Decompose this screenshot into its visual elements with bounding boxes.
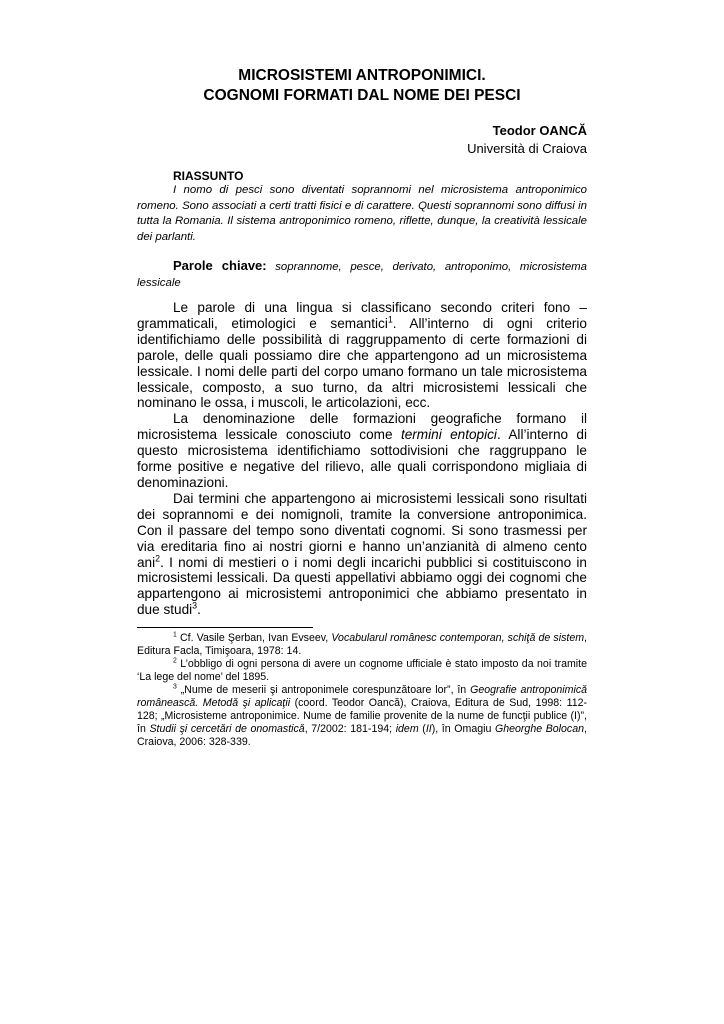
footnote-text: , 7/2002: 181-194; — [304, 723, 396, 735]
paragraph-text: . — [197, 602, 201, 618]
article-title — [137, 66, 587, 106]
footnote-number: 3 — [173, 683, 177, 691]
body-paragraph-3 — [137, 491, 587, 618]
author-block — [467, 122, 587, 158]
footnote-book-title: Vocabularul românesc contemporan, schiţă de sistem — [331, 632, 585, 644]
footnote-ref-2[interactable]: 2 — [155, 552, 161, 563]
paragraph-text: Le parole di una lingua si classificano secondo criteri fono – grammaticali, etimologici e semantici — [137, 300, 587, 331]
footnote-text: (coord. Teodor Oancă), Craiova, Editura de Sud, 1998: 112-128; „Microsisteme antroponimice. Nume de familie provenite de la nume de funcţii publice (I)”, în — [137, 697, 587, 735]
keywords-label: Parole chiave: — [173, 258, 267, 273]
abstract-heading: RIASSUNTO — [173, 169, 244, 183]
footnote-number: 2 — [173, 657, 177, 665]
keywords-section — [137, 258, 587, 291]
footnote-text: ), în Omagiu — [431, 723, 495, 735]
paragraph-text: La denominazione delle formazioni geografiche formano il microsistema lessicale conosciuto come — [137, 411, 587, 443]
footnote-text: L’obbligo di ogni persona di avere un cognome ufficiale è stato imposto da noi tramite ‘La lege del nome’ del 1895. — [137, 658, 587, 683]
term-entopici: termini entopici — [400, 427, 497, 443]
footnotes — [137, 632, 587, 749]
paragraph-text: . I nomi di mestieri o i nomi degli incarichi pubblici si costituiscono in microsistemi lessicali. Da questi appellativi abbiamo oggi dei cognomi che appartengono ai microsistemi antroponimici che abbiamo presentato in due studi — [137, 554, 587, 618]
title-line-1: MICROSISTEMI ANTROPONIMICI. — [238, 67, 486, 84]
footnote-ref-1[interactable]: 1 — [387, 314, 393, 325]
keywords-list: soprannome, pesce, derivato, antroponimo, microsistema lessicale — [137, 261, 588, 289]
article-body — [137, 300, 587, 618]
footnote-honoree: Gheorghe Bolocan — [494, 723, 585, 735]
paragraph-text: . All’interno di questo microsistema identifichiamo sottodivisioni che raggruppano le forme positive e negative del rilievo, alle quali corrispondono migliaia di denominazioni. — [137, 427, 588, 490]
title-line-2: COGNOMI FORMATI DAL NOME DEI PESCI — [203, 87, 521, 104]
body-paragraph-2 — [137, 411, 587, 491]
footnote-volume: II — [425, 723, 432, 735]
paragraph-text: . All’interno di ogni criterio identifichiamo delle possibilità di raggruppamento di certe formazioni di parole, delle quali possiamo dire che appartengono ad un microsistema lessicale. I nomi delle parti del corpo umano formano un tale microsistema lessicale, composto, a suo turno, da altri microsistemi lessicali che nominano le ossa, i muscoli, le articolazioni, ecc. — [137, 315, 587, 411]
footnote-number: 1 — [173, 631, 177, 639]
abstract-section — [137, 169, 587, 245]
paragraph-text: Dai termini che appartengono ai microsistemi lessicali sono risultati dei soprannomi e dei nomignoli, tramite la conversione antroponimica. Con il passare del tempo sono diventati cognomi. Si sono trasmessi per via ereditaria fino ai nostri giorni e hanno un’anzianità di almeno cento ani — [137, 490, 587, 570]
footnote-text: , Editura Facla, Timişoara, 1978: 14. — [137, 632, 587, 657]
footnote-ref-3[interactable]: 3 — [192, 600, 198, 611]
footnote-book-title: Geografie antroponimică românească. Metodă şi aplicaţii — [137, 684, 588, 709]
footnote-2 — [137, 658, 587, 684]
footnote-1 — [137, 632, 587, 658]
footnote-idem: idem — [395, 723, 419, 735]
footnote-text: , Craiova, 2006: 328-339. — [137, 723, 587, 748]
body-paragraph-1 — [137, 300, 587, 411]
footnote-separator — [137, 627, 313, 628]
footnote-3 — [137, 684, 587, 749]
footnote-text: ( — [418, 723, 426, 735]
footnote-text: Cf. Vasile Şerban, Ivan Evseev, — [176, 632, 332, 644]
footnote-text: „Nume de meserii şi antroponimele corespunzătoare lor”, în — [176, 684, 471, 696]
footnote-journal-title: Studii şi cercetări de onomastică — [149, 723, 305, 735]
author-name: Teodor OANCĂ — [492, 123, 587, 138]
abstract-text: I nomo di pesci sono diventati soprannomi nel microsistema antroponimico romeno. Sono associati a certi tratti fisici e di carattere. Questi soprannomi sono diffusi in tutta la Romania. Il sistema antroponimico romeno, riflette, dunque, la creatività lessicale dei parlanti. — [137, 184, 587, 243]
author-affiliation: Università di Craiova — [467, 141, 587, 156]
